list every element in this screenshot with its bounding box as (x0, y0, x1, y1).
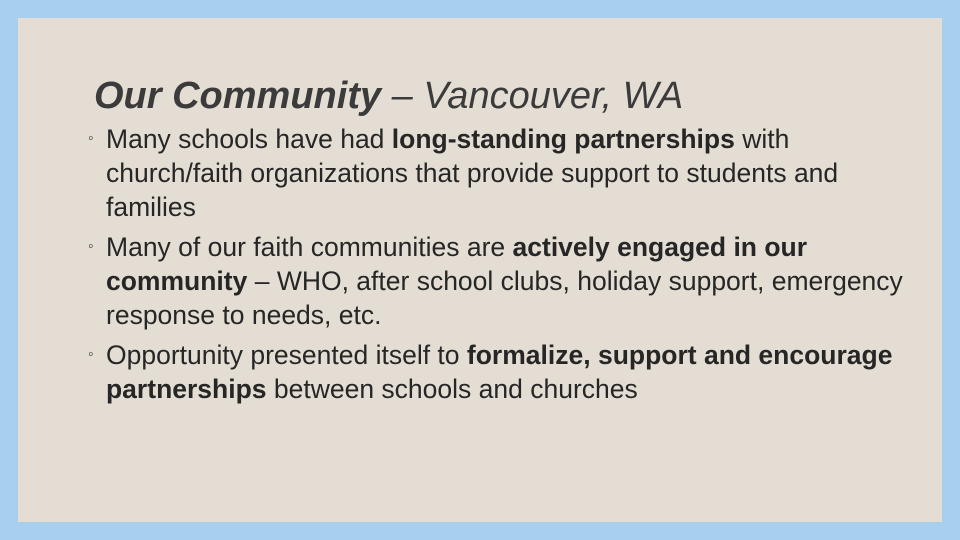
bullet-marker-icon: ◦ (88, 238, 94, 255)
bullet-text-bold: formalize, support and encourage partnerships (106, 340, 893, 404)
bullet-text-pre: Many of our faith communities are (106, 232, 513, 262)
bullet-item (88, 230, 918, 332)
slide-title (94, 74, 683, 120)
title-regular-part: – Vancouver, WA (381, 75, 684, 117)
bullet-item (88, 122, 918, 224)
bullet-text-bold: long-standing partnerships (391, 124, 735, 154)
bullet-text-bold: actively engaged in our community (106, 232, 808, 296)
bullet-text-post: – WHO, after school clubs, holiday support, emergency response to needs, etc. (106, 266, 903, 330)
bullet-marker-icon: ◦ (88, 130, 94, 147)
bullet-text-pre: Many schools have had (106, 124, 392, 154)
bullet-list (88, 122, 918, 412)
bullet-item (88, 338, 918, 406)
bullet-marker-icon: ◦ (88, 346, 94, 363)
bullet-text-post: with church/faith organizations that provide support to students and families (106, 124, 839, 222)
slide (18, 18, 942, 522)
bullet-text-post: between schools and churches (266, 374, 638, 404)
bullet-text-pre: Opportunity presented itself to (106, 340, 467, 370)
title-bold-part: Our Community (94, 75, 382, 117)
